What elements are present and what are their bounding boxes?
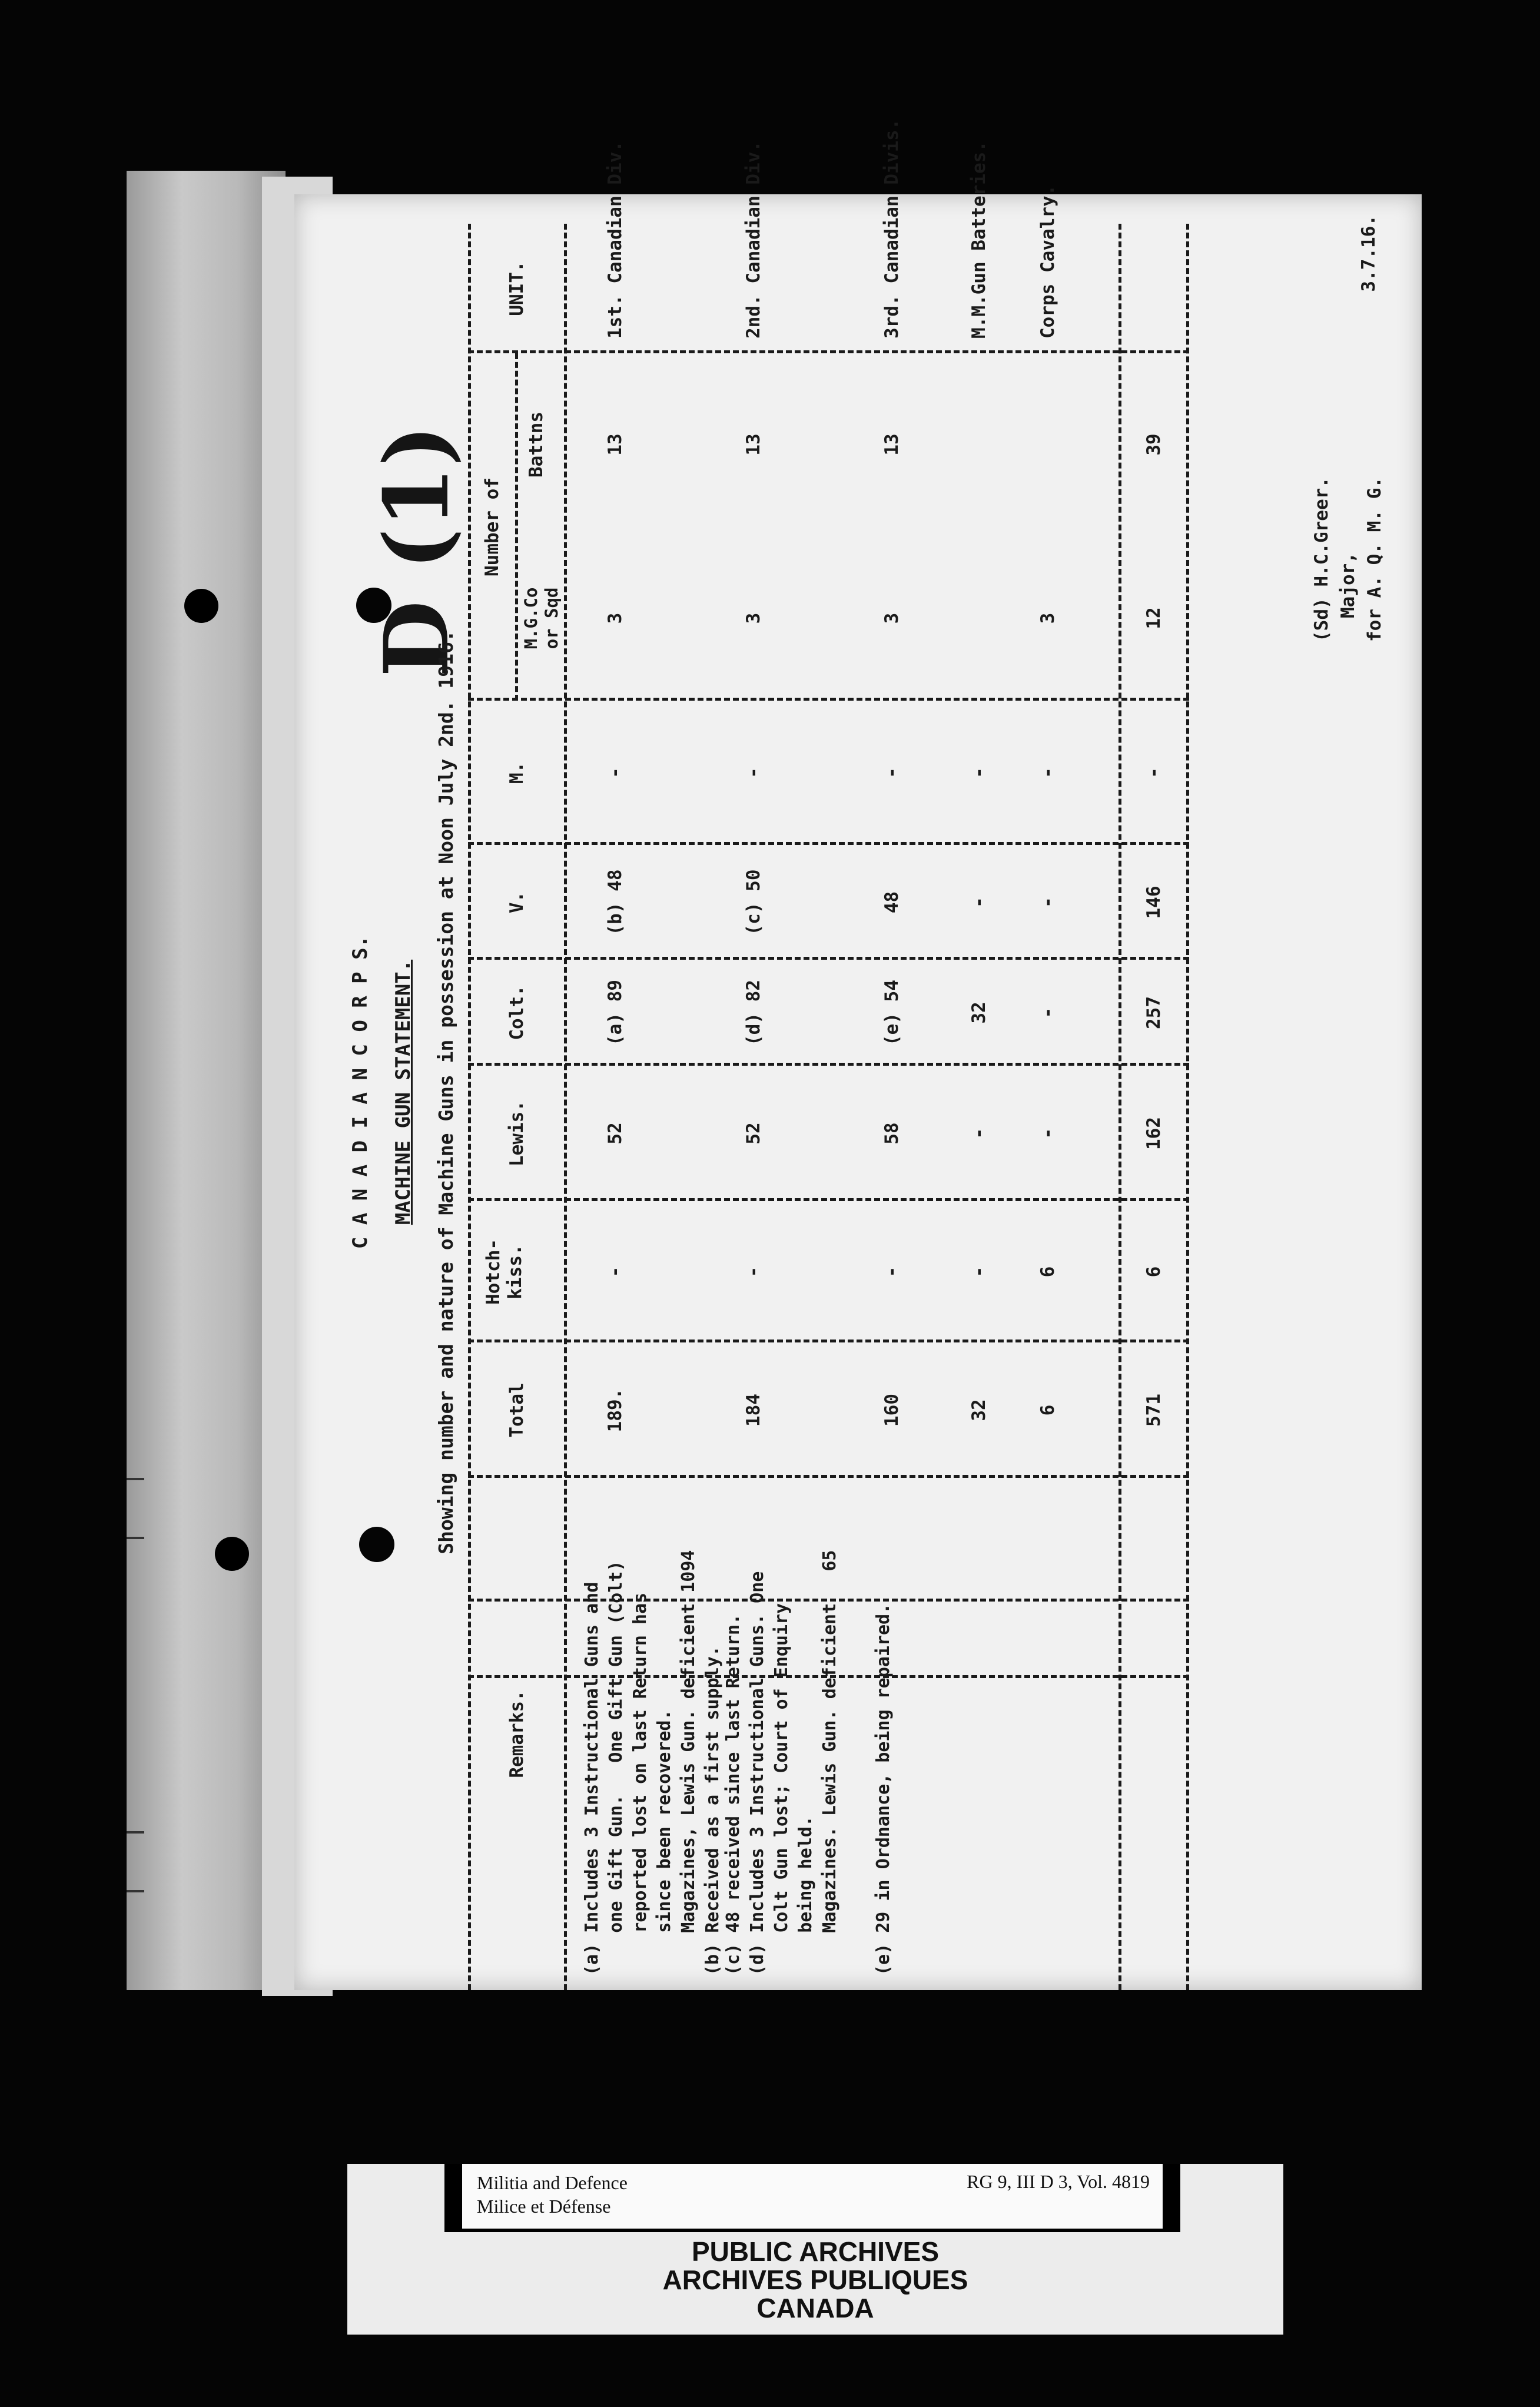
cell-v: -: [1037, 897, 1058, 908]
total-lewis: 162: [1143, 1117, 1164, 1150]
column-rule: [468, 957, 1189, 960]
cell-colt: (d) 82: [743, 980, 764, 1046]
archive-name-fr: ARCHIVES PUBLIQUES: [662, 2265, 968, 2295]
total-battns: 39: [1143, 433, 1164, 456]
ruler-tick: [127, 1478, 144, 1480]
header-lewis: Lewis.: [506, 1100, 527, 1166]
header-remarks: Remarks.: [506, 1690, 527, 1778]
cell-colt: 32: [968, 1002, 990, 1024]
cell-colt: -: [1037, 1007, 1058, 1019]
rotated-content: [294, 118, 1422, 1990]
total-mgco: 12: [1143, 607, 1164, 629]
cell-unit: 3rd. Canadian Divis.: [881, 118, 902, 339]
grand-total: 571: [1143, 1394, 1164, 1427]
page-caption: Showing number and nature of Machine Guns in possession at Noon July 2nd. 1916.: [434, 630, 457, 1554]
cell-mgco: 3: [881, 612, 902, 624]
archive-label-header: [444, 2164, 1180, 2232]
archive-fonds-fr: Milice et Défense: [477, 2196, 611, 2217]
archive-country: CANADA: [756, 2293, 874, 2323]
header-hotch: Hotch-: [483, 1239, 504, 1305]
margin-mark: D (1): [365, 425, 469, 677]
cell-lewis: -: [1037, 1128, 1058, 1139]
archive-fonds: [477, 2171, 628, 2218]
page-title: C A N A D I A N C O R P S.: [349, 935, 372, 1249]
ruler-tick: [127, 1537, 144, 1539]
cell-total: 6: [1037, 1404, 1058, 1416]
cell-hotch: -: [968, 1266, 990, 1278]
archive-name-en: PUBLIC ARCHIVES: [692, 2236, 939, 2267]
cell-total: 184: [743, 1394, 764, 1427]
header-v: V.: [506, 891, 527, 914]
cell-lewis: 58: [881, 1122, 902, 1145]
header-colt: Colt.: [506, 985, 527, 1040]
cell-mgco: 3: [605, 612, 626, 624]
cell-lewis: 52: [605, 1122, 626, 1145]
cell-m: -: [968, 767, 990, 778]
table-border-bottom: [1186, 224, 1189, 1990]
signature-line2: Major,: [1337, 552, 1359, 618]
remarks-text: (a) Includes 3 Instructional Guns and one Gift Gun. One Gift Gun (Colt) reported lost on last Return has since been recovered. Magazines, Lewis Gun. deficient 1094 (b) Received as a first supply.: [582, 1550, 723, 1975]
cell-v: (c) 50: [743, 869, 764, 936]
document-date: 3.7.16.: [1358, 215, 1379, 292]
cell-m: -: [605, 767, 626, 778]
column-rule: [468, 698, 1189, 701]
cell-v: 48: [881, 891, 902, 914]
cell-hotch: -: [743, 1266, 764, 1278]
column-rule: [468, 842, 1189, 845]
column-rule: [468, 1063, 1189, 1066]
cell-battns: 13: [605, 433, 626, 456]
cell-unit: 1st. Canadian Div.: [605, 141, 626, 339]
column-rule: [468, 1475, 1189, 1478]
remarks-text: (e) 29 in Ordnance, being repaired.: [873, 1603, 894, 1975]
signature-line3: for A. Q. M. G.: [1364, 477, 1385, 642]
table-border-top: [468, 224, 471, 1990]
archive-label: [347, 2164, 1283, 2335]
total-colt: 257: [1143, 996, 1164, 1029]
cell-colt: (a) 89: [605, 980, 626, 1046]
cell-hotch: -: [881, 1266, 902, 1278]
cell-lewis: 52: [743, 1122, 764, 1145]
archive-reference: RG 9, III D 3, Vol. 4819: [967, 2171, 1150, 2192]
cell-colt: (e) 54: [881, 980, 902, 1046]
header-hotch-line2: kiss.: [505, 1244, 526, 1299]
header-m: M.: [506, 761, 527, 784]
cell-mgco: 3: [743, 612, 764, 624]
cell-unit: M.M.Gun Batteries.: [968, 141, 990, 339]
signature-line1: (Sd) H.C.Greer.: [1311, 477, 1332, 642]
cell-hotch: -: [605, 1266, 626, 1278]
page-subtitle: MACHINE GUN STATEMENT.: [391, 959, 415, 1225]
header-unit: UNIT.: [506, 261, 527, 316]
cell-battns: 13: [881, 433, 902, 456]
cell-v: -: [968, 897, 990, 908]
remarks-text: (c) 48 received since last Return. (d) Includes 3 Instructional Guns. One Colt Gun lost; Court of Enquiry being held. Magazines. Lewis Gun. deficient 65: [723, 1550, 840, 1975]
cell-battns: 13: [743, 433, 764, 456]
cell-mgco: 3: [1037, 612, 1058, 624]
archive-name: [347, 2237, 1283, 2322]
header-total: Total: [506, 1382, 527, 1438]
total-m: -: [1143, 767, 1164, 778]
header-mg-co-line2: or Sqd: [542, 587, 562, 649]
punch-hole: [215, 1537, 249, 1571]
cell-unit: Corps Cavalry.: [1037, 184, 1058, 339]
cell-m: -: [1037, 767, 1058, 778]
column-rule: [468, 1340, 1189, 1342]
cell-total: 32: [968, 1399, 990, 1421]
column-rule: [468, 1198, 1189, 1201]
column-rule: [468, 350, 1189, 353]
cell-unit: 2nd. Canadian Div.: [743, 141, 764, 339]
cell-hotch: 6: [1037, 1266, 1058, 1278]
header-battns: Battns: [526, 412, 547, 478]
cell-m: -: [881, 767, 902, 778]
cell-m: -: [743, 767, 764, 778]
cell-lewis: -: [968, 1128, 990, 1139]
number-of-rule: [515, 353, 518, 701]
cell-total: 189.: [605, 1388, 626, 1433]
punch-hole: [184, 589, 218, 623]
archive-fonds-en: Militia and Defence: [477, 2172, 628, 2193]
total-hotch: 6: [1143, 1266, 1164, 1278]
header-number-of: Number of: [482, 478, 503, 576]
cell-total: 160: [881, 1394, 902, 1427]
table-header-rule: [564, 224, 567, 1990]
cell-v: (b) 48: [605, 869, 626, 936]
document-page: [294, 118, 1422, 1990]
table-totals-rule: [1119, 224, 1121, 1990]
ruler-tick: [127, 1890, 144, 1892]
header-mg-co: M.G.Co: [521, 587, 541, 649]
total-v: 146: [1143, 886, 1164, 919]
ruler-tick: [127, 1831, 144, 1834]
